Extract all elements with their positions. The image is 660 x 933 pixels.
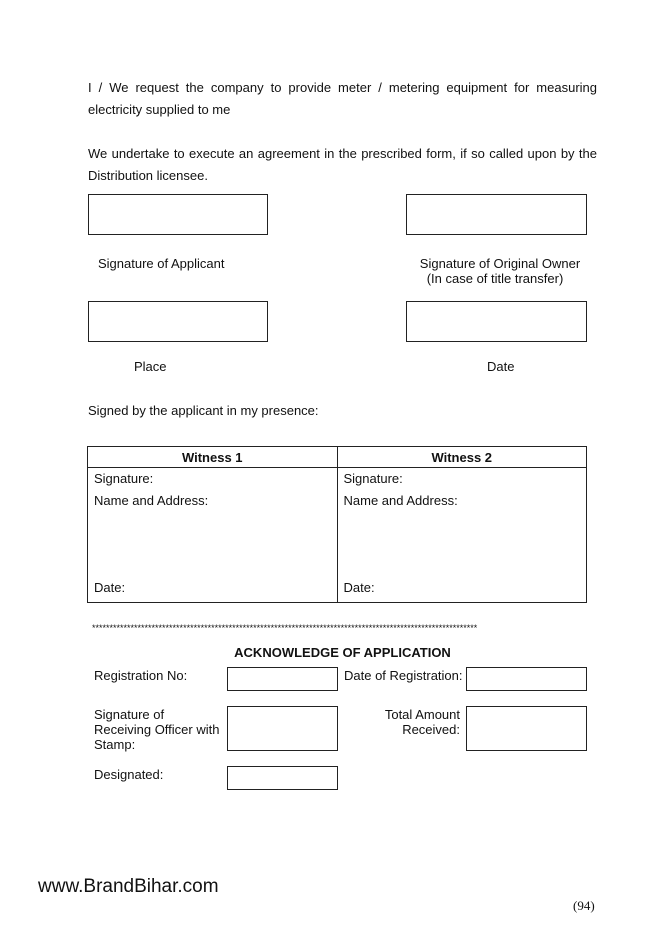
asterisk-separator: ************************************************************************************************************** bbox=[92, 623, 478, 633]
acknowledgement-heading: ACKNOWLEDGE OF APPLICATION bbox=[234, 645, 451, 660]
total-amount-label bbox=[340, 707, 460, 737]
registration-no-label: Registration No: bbox=[94, 668, 188, 683]
request-paragraph: I / We request the company to provide meter / metering equipment for measuring electricity supplied to me bbox=[88, 80, 597, 117]
officer-signature-label bbox=[94, 707, 219, 752]
witness-body-row bbox=[88, 468, 587, 603]
place-label: Place bbox=[134, 359, 167, 374]
officer-signature-label-line-1: Signature of bbox=[94, 707, 165, 722]
witness-1-signature-label: Signature: bbox=[94, 471, 154, 486]
witness-1-name-address-label: Name and Address: bbox=[94, 493, 209, 508]
registration-no-field[interactable] bbox=[227, 667, 338, 691]
date-of-registration-field[interactable] bbox=[466, 667, 587, 691]
date-label: Date bbox=[487, 359, 515, 374]
officer-signature-label-line-3: Stamp: bbox=[94, 737, 136, 752]
witness-table bbox=[87, 446, 587, 603]
total-amount-label-line-2: Received: bbox=[402, 722, 460, 737]
witness-2-name-address-label: Name and Address: bbox=[343, 493, 458, 508]
witness-2-date-label: Date: bbox=[343, 580, 375, 595]
witness-2-cell[interactable] bbox=[337, 468, 587, 603]
witness-1-cell[interactable] bbox=[88, 468, 338, 603]
officer-signature-label-line-2: Receiving Officer with bbox=[94, 722, 220, 737]
witness-1-date-label: Date: bbox=[94, 580, 126, 595]
officer-signature-field[interactable] bbox=[227, 706, 338, 751]
website-footer: www.BrandBihar.com bbox=[38, 876, 219, 897]
date-box[interactable] bbox=[406, 301, 587, 342]
owner-signature-label: Signature of Original Owner bbox=[419, 256, 581, 271]
designated-field[interactable] bbox=[227, 766, 338, 790]
witness-2-signature-label: Signature: bbox=[343, 471, 403, 486]
owner-signature-note: (In case of title transfer) bbox=[426, 271, 564, 286]
place-box[interactable] bbox=[88, 301, 268, 342]
total-amount-field[interactable] bbox=[466, 706, 587, 751]
witness-1-header: Witness 1 bbox=[88, 447, 338, 468]
applicant-signature-box[interactable] bbox=[88, 194, 268, 235]
owner-signature-box[interactable] bbox=[406, 194, 587, 235]
applicant-signature-label: Signature of Applicant bbox=[98, 256, 225, 271]
date-of-registration-label: Date of Registration: bbox=[344, 668, 463, 683]
undertake-paragraph: We undertake to execute an agreement in the prescribed form, if so called upon by the Distribution licensee. bbox=[88, 146, 597, 183]
total-amount-label-line-1: Total Amount bbox=[384, 707, 460, 722]
page-number: (94) bbox=[573, 898, 595, 913]
witness-header-row bbox=[88, 447, 587, 468]
presence-text: Signed by the applicant in my presence: bbox=[88, 403, 319, 418]
designated-label: Designated: bbox=[94, 767, 164, 782]
witness-2-header: Witness 2 bbox=[337, 447, 587, 468]
